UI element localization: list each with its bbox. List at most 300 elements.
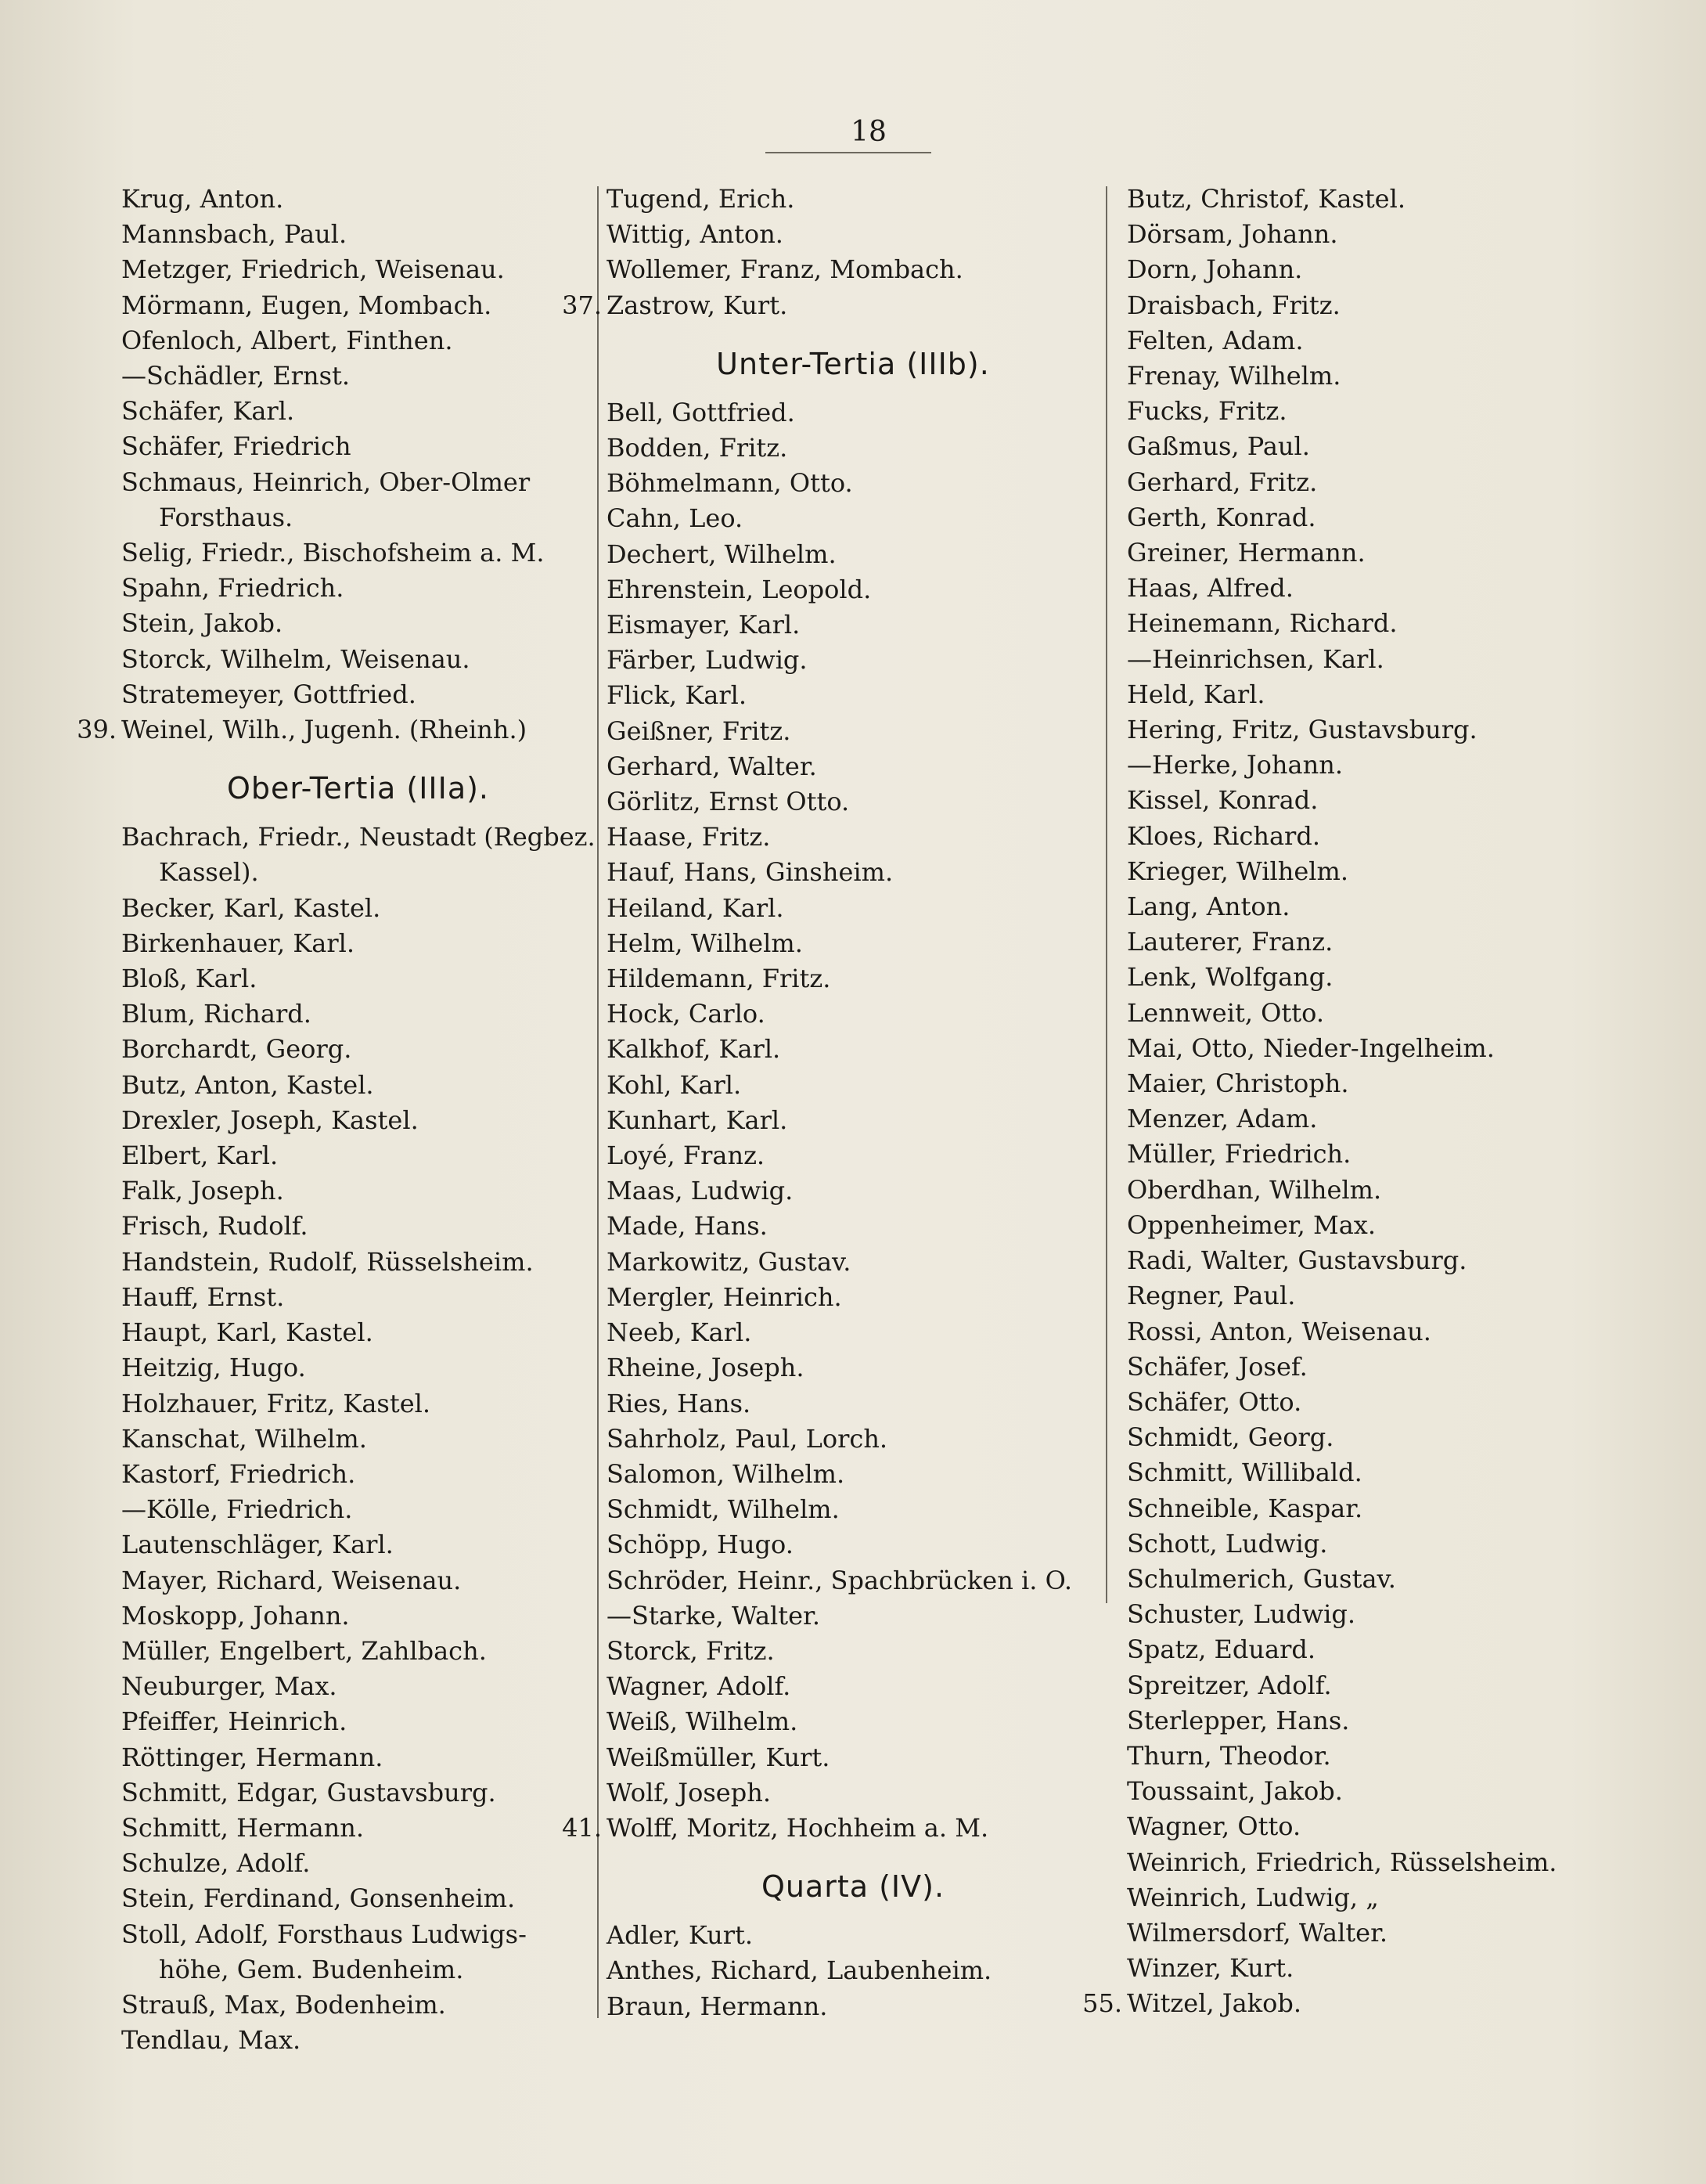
student-name: Haupt, Karl, Kastel.	[121, 1317, 373, 1348]
student-entry	[606, 926, 1100, 961]
student-entry	[121, 1386, 595, 1422]
student-entry	[121, 1138, 595, 1173]
student-entry	[121, 1527, 595, 1562]
student-name: Hauf, Hans, Ginsheim.	[606, 857, 894, 888]
student-entry	[606, 1138, 1100, 1173]
student-name: Mörmann, Eugen, Mombach.	[121, 290, 492, 320]
student-name: Cahn, Leo.	[606, 503, 743, 534]
student-entry	[606, 1173, 1100, 1209]
student-entry	[606, 1953, 1100, 1988]
student-name: Ehrenstein, Leopold.	[606, 574, 872, 604]
student-name: Mannsbach, Paul.	[121, 219, 347, 250]
student-entry	[77, 712, 595, 748]
student-entry	[562, 1811, 1100, 1846]
student-entry	[121, 642, 595, 677]
student-name: Dechert, Wilhelm.	[606, 539, 837, 569]
entry-count-number: 39.	[77, 715, 117, 745]
student-entry	[562, 288, 1100, 323]
student-entry	[121, 677, 595, 712]
student-entry	[606, 1918, 1100, 1953]
student-name: Handstein, Rudolf, Rüsselsheim.	[121, 1246, 534, 1277]
student-name: Oberdhan, Wilhelm.	[1127, 1174, 1382, 1205]
student-name: Salomon, Wilhelm.	[606, 1458, 845, 1489]
student-entry	[606, 607, 1100, 643]
student-name: Adler, Kurt.	[606, 1920, 754, 1951]
student-entry	[1127, 748, 1596, 783]
student-name: Tugend, Erich.	[606, 184, 795, 214]
student-entry	[606, 1989, 1100, 2024]
student-name: Spreitzer, Adolf.	[1127, 1670, 1332, 1700]
student-entry	[1127, 960, 1596, 995]
student-entry	[121, 1280, 595, 1315]
student-entry	[1127, 1208, 1596, 1243]
student-name: Bachrach, Friedr., Neustadt (Regbez.	[121, 822, 596, 852]
student-name: Ofenloch, Albert, Finthen.	[121, 325, 453, 355]
student-entry	[1127, 571, 1596, 606]
student-entry	[606, 820, 1100, 855]
student-name: Kissel, Konrad.	[1127, 785, 1319, 816]
student-entry	[121, 2023, 595, 2058]
student-entry	[606, 855, 1100, 890]
student-name: Weiß, Wilhelm.	[606, 1706, 798, 1737]
student-entry	[1127, 1845, 1596, 1880]
student-name: Butz, Christof, Kastel.	[1127, 184, 1406, 214]
student-entry	[121, 252, 595, 287]
student-name: Müller, Engelbert, Zahlbach.	[121, 1635, 487, 1666]
student-name: —Kölle, Friedrich.	[121, 1494, 353, 1525]
student-entry	[121, 1881, 595, 1916]
student-name: Hering, Fritz, Gustavsburg.	[1127, 715, 1477, 745]
class-heading: Unter-Tertia (IIIb).	[716, 346, 990, 381]
student-name: Drexler, Joseph, Kastel.	[121, 1105, 419, 1135]
student-name: Mayer, Richard, Weisenau.	[121, 1565, 462, 1595]
student-entry	[606, 1209, 1100, 1244]
student-entry	[606, 1563, 1100, 1598]
student-name: Geißner, Fritz.	[606, 715, 791, 746]
column-1	[77, 182, 596, 2058]
student-entry	[121, 1988, 595, 2023]
column-3	[1082, 182, 1596, 2022]
student-name: Lenk, Wolfgang.	[1127, 962, 1333, 993]
student-entry	[121, 1032, 595, 1067]
student-name: Haase, Fritz.	[606, 822, 771, 852]
header-rule	[765, 152, 931, 153]
student-entry	[121, 571, 595, 606]
student-entry	[606, 466, 1100, 501]
column-2	[562, 182, 1100, 2024]
student-name-continuation: Forsthaus.	[159, 502, 293, 532]
student-entry	[1127, 819, 1596, 854]
student-name: Sterlepper, Hans.	[1127, 1705, 1350, 1735]
entry-count-number: 41.	[562, 1812, 602, 1843]
student-entry	[121, 1209, 595, 1244]
student-entry	[1127, 996, 1596, 1031]
student-name-continuation: Kassel).	[159, 857, 259, 888]
student-entry	[606, 1280, 1100, 1315]
student-name: Hauff, Ernst.	[121, 1281, 285, 1312]
student-entry	[121, 1103, 595, 1138]
student-entry	[1127, 217, 1596, 252]
student-name: Neuburger, Max.	[121, 1671, 337, 1702]
student-name: Witzel, Jakob.	[1127, 1988, 1302, 2019]
student-name: Tendlau, Max.	[121, 2025, 301, 2056]
entry-count-number: 55.	[1082, 1988, 1122, 2019]
student-entry	[121, 1598, 595, 1634]
student-entry	[1127, 1632, 1596, 1667]
student-name: Storck, Fritz.	[606, 1635, 775, 1666]
student-name: Regner, Paul.	[1127, 1281, 1296, 1311]
student-name: Heitzig, Hugo.	[121, 1353, 306, 1383]
student-entry	[121, 182, 595, 217]
student-name: Becker, Karl, Kastel.	[121, 892, 381, 923]
student-name: Sahrholz, Paul, Lorch.	[606, 1423, 888, 1454]
student-entry	[1127, 854, 1596, 889]
student-entry	[1127, 394, 1596, 429]
student-name: Anthes, Richard, Laubenheim.	[606, 1955, 992, 1986]
student-name: Stein, Ferdinand, Gonsenheim.	[121, 1883, 516, 1914]
student-name: Toussaint, Jakob.	[1127, 1776, 1343, 1807]
student-entry	[1127, 1420, 1596, 1455]
student-name: Bell, Gottfried.	[606, 397, 795, 427]
student-entry	[606, 1740, 1100, 1775]
student-name: —Starke, Walter.	[606, 1600, 820, 1631]
student-entry	[606, 1245, 1100, 1280]
student-entry	[1127, 606, 1596, 641]
student-name: Fucks, Fritz.	[1127, 396, 1287, 427]
student-entry	[121, 429, 595, 464]
student-entry	[121, 1173, 595, 1209]
student-entry	[1127, 182, 1596, 217]
student-entry	[1127, 429, 1596, 464]
student-name: Stoll, Adolf, Forsthaus Ludwigs-	[121, 1919, 527, 1949]
student-name: Wagner, Otto.	[1127, 1811, 1301, 1842]
student-name: Zastrow, Kurt.	[606, 290, 788, 320]
student-entry	[1127, 712, 1596, 748]
student-name: Gerth, Konrad.	[1127, 502, 1316, 532]
student-name: Krug, Anton.	[121, 184, 284, 214]
student-name: Winzer, Kurt.	[1127, 1953, 1294, 1984]
student-name: Kastorf, Friedrich.	[121, 1458, 356, 1489]
student-entry	[121, 1245, 595, 1280]
student-entry	[121, 1917, 595, 1988]
student-entry	[1127, 465, 1596, 500]
student-entry	[606, 252, 1100, 287]
student-name: Moskopp, Johann.	[121, 1600, 350, 1631]
column-divider-left	[597, 186, 599, 2018]
student-name: Rossi, Anton, Weisenau.	[1127, 1316, 1431, 1346]
student-name: Schmitt, Edgar, Gustavsburg.	[121, 1777, 496, 1807]
student-name: Wagner, Adolf.	[606, 1671, 791, 1702]
student-name: Schäfer, Otto.	[1127, 1386, 1302, 1417]
student-entry	[121, 820, 595, 890]
student-name: Schöpp, Hugo.	[606, 1530, 794, 1560]
student-name: Stratemeyer, Gottfried.	[121, 679, 416, 709]
student-name: Braun, Hermann.	[606, 1991, 828, 2021]
student-name-continuation: höhe, Gem. Budenheim.	[159, 1954, 464, 1984]
student-name: Kunhart, Karl.	[606, 1105, 788, 1135]
student-entry	[1127, 1314, 1596, 1350]
student-entry	[121, 1811, 595, 1846]
student-entry	[606, 1386, 1100, 1422]
student-name: Schmidt, Georg.	[1127, 1422, 1334, 1453]
student-name: Weinrich, Friedrich, Rüsselsheim.	[1127, 1847, 1557, 1877]
student-entry	[606, 572, 1100, 607]
student-name: Mergler, Heinrich.	[606, 1281, 842, 1312]
page-number: 18	[851, 116, 887, 148]
student-entry	[606, 1527, 1100, 1562]
student-name: Schmitt, Hermann.	[121, 1812, 365, 1843]
student-entry	[606, 643, 1100, 678]
student-entry	[606, 1457, 1100, 1492]
student-name: Borchardt, Georg.	[121, 1034, 352, 1065]
student-entry	[1127, 924, 1596, 960]
student-entry	[606, 678, 1100, 713]
student-entry	[121, 465, 595, 535]
student-name: Heiland, Karl.	[606, 892, 784, 923]
student-entry	[606, 1634, 1100, 1669]
student-name: Maier, Christoph.	[1127, 1069, 1349, 1099]
student-name: Weinrich, Ludwig, „	[1127, 1882, 1379, 1912]
student-name: Ries, Hans.	[606, 1388, 751, 1418]
student-entry	[606, 217, 1100, 252]
student-name: Metzger, Friedrich, Weisenau.	[121, 254, 505, 285]
student-entry	[1127, 1491, 1596, 1526]
student-entry	[121, 1457, 595, 1492]
student-entry	[606, 891, 1100, 926]
student-entry	[1127, 323, 1596, 359]
student-entry	[1127, 1774, 1596, 1809]
student-name: Draisbach, Fritz.	[1127, 290, 1341, 320]
student-name: Schmidt, Wilhelm.	[606, 1494, 840, 1525]
student-entry	[1127, 1173, 1596, 1208]
student-name: Greiner, Hermann.	[1127, 538, 1366, 568]
student-name: Stein, Jakob.	[121, 608, 283, 639]
student-entry	[121, 996, 595, 1032]
student-name: Schulze, Adolf.	[121, 1848, 311, 1879]
student-name: Flick, Karl.	[606, 680, 747, 711]
student-name: Krieger, Wilhelm.	[1127, 856, 1349, 886]
student-entry	[606, 749, 1100, 784]
student-name: Schulmerich, Gustav.	[1127, 1563, 1396, 1594]
student-entry	[606, 1775, 1100, 1811]
student-entry	[1127, 1066, 1596, 1101]
student-entry	[121, 217, 595, 252]
student-entry	[121, 1422, 595, 1457]
student-name: Kohl, Karl.	[606, 1069, 742, 1100]
student-name: Schäfer, Karl.	[121, 396, 295, 427]
column-divider-right	[1106, 186, 1107, 1603]
student-name: Rheine, Joseph.	[606, 1353, 804, 1383]
student-name: Thurn, Theodor.	[1127, 1740, 1331, 1771]
student-entry	[1127, 889, 1596, 924]
student-name: Spahn, Friedrich.	[121, 573, 344, 604]
student-entry	[606, 714, 1100, 749]
student-entry	[1127, 1703, 1596, 1739]
student-name: —Schädler, Ernst.	[121, 361, 351, 391]
student-entry	[606, 1704, 1100, 1739]
student-name: Schneible, Kaspar.	[1127, 1493, 1363, 1523]
student-entry	[1127, 359, 1596, 394]
student-name: Birkenhauer, Karl.	[121, 928, 355, 958]
student-entry	[121, 1068, 595, 1103]
student-entry	[121, 1704, 595, 1739]
student-name: Gerhard, Fritz.	[1127, 467, 1318, 497]
student-name: Bodden, Fritz.	[606, 433, 788, 463]
student-name: Holzhauer, Fritz, Kastel.	[121, 1388, 431, 1418]
student-entry	[606, 784, 1100, 820]
student-entry	[1127, 1243, 1596, 1278]
student-name: Schäfer, Friedrich	[121, 431, 351, 462]
student-name: Storck, Wilhelm, Weisenau.	[121, 643, 470, 674]
student-name: Spatz, Eduard.	[1127, 1634, 1316, 1665]
student-name: Felten, Adam.	[1127, 325, 1304, 355]
student-entry	[1127, 677, 1596, 712]
student-entry	[606, 182, 1100, 217]
student-name: Schäfer, Josef.	[1127, 1351, 1308, 1382]
student-name: Kalkhof, Karl.	[606, 1034, 781, 1065]
student-entry	[606, 1032, 1100, 1067]
student-name: Strauß, Max, Bodenheim.	[121, 1989, 446, 2020]
student-name: Böhmelmann, Otto.	[606, 468, 853, 499]
student-name: Elbert, Karl.	[121, 1141, 279, 1171]
student-entry	[606, 1669, 1100, 1704]
student-name: Müller, Friedrich.	[1127, 1139, 1351, 1169]
student-entry	[1127, 783, 1596, 818]
student-entry	[1127, 1951, 1596, 1986]
student-entry	[1082, 1986, 1596, 2021]
student-name: —Herke, Johann.	[1127, 750, 1343, 780]
student-entry	[1127, 1455, 1596, 1490]
student-entry	[1127, 1137, 1596, 1172]
student-name: Frisch, Rudolf.	[121, 1211, 308, 1242]
student-name: Maas, Ludwig.	[606, 1176, 794, 1206]
student-entry	[1127, 252, 1596, 287]
entry-count-number: 37.	[562, 290, 602, 320]
student-entry	[1127, 500, 1596, 535]
student-name: Görlitz, Ernst Otto.	[606, 787, 850, 817]
student-name: Lauterer, Franz.	[1127, 927, 1333, 957]
student-name: Dorn, Johann.	[1127, 254, 1303, 285]
student-name: Radi, Walter, Gustavsburg.	[1127, 1245, 1467, 1276]
student-name: Dörsam, Johann.	[1127, 219, 1338, 250]
student-entry	[1127, 1350, 1596, 1385]
student-name: Menzer, Adam.	[1127, 1104, 1318, 1134]
student-entry	[121, 1846, 595, 1881]
student-entry	[1127, 1880, 1596, 1916]
student-name: Oppenheimer, Max.	[1127, 1209, 1376, 1240]
student-name: Neeb, Karl.	[606, 1317, 752, 1348]
student-entry	[606, 1492, 1100, 1527]
student-name: Butz, Anton, Kastel.	[121, 1069, 374, 1100]
student-entry	[121, 926, 595, 961]
student-entry	[121, 1775, 595, 1811]
student-name: Lang, Anton.	[1127, 892, 1290, 922]
student-name: Blum, Richard.	[121, 999, 311, 1029]
student-entry	[606, 1598, 1100, 1634]
student-entry	[606, 961, 1100, 996]
student-name: Mai, Otto, Nieder-Ingelheim.	[1127, 1033, 1495, 1063]
student-entry	[606, 1350, 1100, 1386]
student-name: Wolf, Joseph.	[606, 1777, 771, 1807]
student-entry	[121, 891, 595, 926]
student-entry	[606, 395, 1100, 431]
student-entry	[121, 1740, 595, 1775]
student-entry	[606, 996, 1100, 1032]
student-entry	[606, 501, 1100, 536]
student-entry	[1127, 1739, 1596, 1774]
student-name: Bloß, Karl.	[121, 964, 257, 994]
student-name: Frenay, Wilhelm.	[1127, 361, 1341, 391]
student-name: Färber, Ludwig.	[606, 645, 808, 676]
class-heading: Ober-Tertia (IIIa).	[226, 771, 490, 806]
student-name: Schmaus, Heinrich, Ober-Olmer	[121, 467, 531, 497]
student-name: Hock, Carlo.	[606, 999, 765, 1029]
student-name: Wollemer, Franz, Mombach.	[606, 254, 963, 285]
student-entry	[1127, 288, 1596, 323]
student-name: Eismayer, Karl.	[606, 610, 801, 640]
student-entry	[121, 1634, 595, 1669]
student-name: Röttinger, Hermann.	[121, 1742, 383, 1772]
student-entry	[121, 1669, 595, 1704]
student-entry	[121, 1563, 595, 1598]
student-name: Weißmüller, Kurt.	[606, 1742, 830, 1772]
student-name: Made, Hans.	[606, 1211, 768, 1242]
student-entry	[606, 1422, 1100, 1457]
student-name: Loyé, Franz.	[606, 1141, 765, 1171]
student-entry	[1127, 1385, 1596, 1420]
student-entry	[121, 961, 595, 996]
student-name: Hildemann, Fritz.	[606, 964, 831, 994]
student-name: Helm, Wilhelm.	[606, 928, 803, 958]
student-name: Kloes, Richard.	[1127, 820, 1320, 851]
student-entry	[121, 535, 595, 571]
student-entry	[1127, 1562, 1596, 1597]
student-entry	[121, 1315, 595, 1350]
student-entry	[121, 323, 595, 359]
student-name: —Heinrichsen, Karl.	[1127, 643, 1384, 674]
student-name: Markowitz, Gustav.	[606, 1246, 851, 1277]
student-name: Wilmersdorf, Walter.	[1127, 1917, 1388, 1948]
student-name: Pfeiffer, Heinrich.	[121, 1706, 347, 1737]
student-name: Haas, Alfred.	[1127, 573, 1294, 604]
student-name: Weinel, Wilh., Jugenh. (Rheinh.)	[121, 715, 527, 745]
student-entry	[606, 1103, 1100, 1138]
student-entry	[1127, 1668, 1596, 1703]
student-entry	[121, 1350, 595, 1386]
student-name: Falk, Joseph.	[121, 1176, 284, 1206]
student-entry	[1127, 535, 1596, 571]
student-entry	[121, 1492, 595, 1527]
student-name: Kanschat, Wilhelm.	[121, 1423, 367, 1454]
student-name: Lautenschläger, Karl.	[121, 1530, 394, 1560]
student-entry	[1127, 1597, 1596, 1632]
student-name: Held, Karl.	[1127, 679, 1265, 709]
student-entry	[1127, 1031, 1596, 1066]
student-name: Selig, Friedr., Bischofsheim a. M.	[121, 538, 545, 568]
student-entry	[121, 288, 595, 323]
student-entry	[121, 394, 595, 429]
student-name: Heinemann, Richard.	[1127, 608, 1398, 639]
class-heading: Quarta (IV).	[761, 1869, 945, 1905]
student-entry	[606, 537, 1100, 572]
student-entry	[1127, 642, 1596, 677]
student-name: Gerhard, Walter.	[606, 751, 817, 781]
student-entry	[1127, 1101, 1596, 1137]
student-entry	[1127, 1809, 1596, 1844]
student-name: Lennweit, Otto.	[1127, 997, 1324, 1028]
student-name: Schuster, Ludwig.	[1127, 1599, 1356, 1630]
student-entry	[121, 359, 595, 394]
